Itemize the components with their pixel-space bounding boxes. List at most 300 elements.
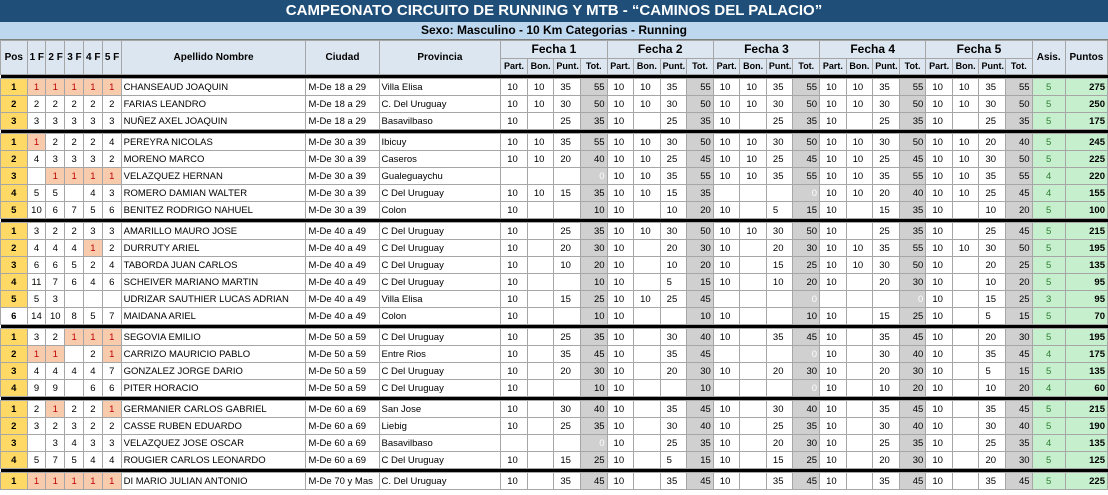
total-cell: 40 (687, 418, 714, 435)
name-cell: CASSE RUBEN EDUARDO (121, 418, 306, 435)
punt-cell (766, 185, 793, 202)
bon-cell (846, 274, 873, 291)
table-header (1, 41, 1108, 75)
header-fecha-5-tot: Tot. (1006, 59, 1033, 75)
part-cell: 10 (820, 134, 847, 151)
part-cell: 10 (820, 202, 847, 219)
fecha-place-cell: 1 (65, 79, 84, 96)
total-cell: 55 (687, 168, 714, 185)
fecha-place-cell: 6 (102, 380, 121, 397)
fecha-place-cell: 3 (27, 113, 46, 130)
total-cell: 50 (793, 223, 820, 240)
position-cell: 2 (1, 346, 28, 363)
province-cell: C Del Uruguay (379, 257, 501, 274)
table-row (1, 202, 1108, 219)
fecha-place-cell: 2 (102, 151, 121, 168)
puntos-cell: 135 (1065, 435, 1107, 452)
bon-cell (740, 113, 767, 130)
fecha-place-cell: 3 (65, 113, 84, 130)
fecha-place-cell: 3 (102, 185, 121, 202)
bon-cell (527, 452, 554, 469)
total-cell: 50 (899, 134, 926, 151)
punt-cell: 30 (554, 96, 581, 113)
part-cell: 10 (501, 96, 528, 113)
position-cell: 2 (1, 240, 28, 257)
total-cell: 30 (793, 240, 820, 257)
name-cell: AMARILLO MAURO JOSE (121, 223, 306, 240)
header-fecha-3-part: Part. (713, 59, 740, 75)
asis-cell: 5 (1032, 134, 1065, 151)
name-cell: PEREYRA NICOLAS (121, 134, 306, 151)
punt-cell: 10 (979, 202, 1006, 219)
punt-cell: 35 (873, 240, 900, 257)
table-row (1, 151, 1108, 168)
position-cell: 3 (1, 363, 28, 380)
part-cell (820, 291, 847, 308)
part-cell: 10 (501, 151, 528, 168)
total-cell: 15 (687, 452, 714, 469)
punt-cell: 20 (873, 452, 900, 469)
position-cell: 4 (1, 274, 28, 291)
punt-cell (766, 308, 793, 325)
punt-cell: 25 (660, 435, 687, 452)
part-cell: 10 (607, 168, 634, 185)
bon-cell (527, 329, 554, 346)
fecha-place-cell: 3 (46, 113, 65, 130)
part-cell: 10 (926, 240, 953, 257)
name-cell: NUÑEZ AXEL JOAQUIN (121, 113, 306, 130)
part-cell (713, 185, 740, 202)
punt-cell: 30 (873, 96, 900, 113)
punt-cell (660, 308, 687, 325)
total-cell: 25 (580, 291, 607, 308)
total-cell: 0 (580, 435, 607, 452)
part-cell: 10 (607, 134, 634, 151)
bon-cell: 10 (740, 134, 767, 151)
table-row (1, 79, 1108, 96)
header-name: Apellido Nombre (121, 41, 306, 75)
part-cell: 10 (926, 134, 953, 151)
bon-cell: 10 (952, 79, 979, 96)
fecha-place-cell: 5 (84, 308, 103, 325)
total-cell: 30 (580, 363, 607, 380)
part-cell: 10 (926, 274, 953, 291)
part-cell: 10 (820, 79, 847, 96)
punt-cell: 25 (979, 223, 1006, 240)
fecha-place-cell: 1 (102, 346, 121, 363)
fecha-place-cell: 1 (102, 329, 121, 346)
punt-cell: 35 (979, 473, 1006, 490)
table-row (1, 168, 1108, 185)
fecha-place-cell: 4 (102, 134, 121, 151)
fecha-place-cell: 3 (102, 113, 121, 130)
punt-cell: 5 (660, 452, 687, 469)
bon-cell (527, 168, 554, 185)
fecha-place-cell (65, 185, 84, 202)
punt-cell: 25 (873, 113, 900, 130)
total-cell: 30 (899, 274, 926, 291)
part-cell: 10 (607, 274, 634, 291)
header-fecha-3-bon: Bon. (740, 59, 767, 75)
punt-cell: 20 (873, 363, 900, 380)
puntos-cell: 190 (1065, 418, 1107, 435)
part-cell: 10 (713, 257, 740, 274)
city-cell: M-De 40 a 49 (306, 240, 379, 257)
part-cell: 10 (926, 452, 953, 469)
asis-cell: 4 (1032, 435, 1065, 452)
bon-cell: 10 (527, 134, 554, 151)
fecha-place-cell: 5 (84, 202, 103, 219)
punt-cell (873, 291, 900, 308)
punt-cell: 35 (554, 346, 581, 363)
name-cell: MAIDANA ARIEL (121, 308, 306, 325)
header-asis: Asis. (1032, 41, 1065, 75)
bon-cell (846, 380, 873, 397)
total-cell: 35 (687, 435, 714, 452)
header-fecha-5-part: Part. (926, 59, 953, 75)
bon-cell (634, 418, 661, 435)
bon-cell: 10 (952, 185, 979, 202)
puntos-cell: 175 (1065, 113, 1107, 130)
punt-cell: 25 (660, 113, 687, 130)
total-cell: 45 (793, 329, 820, 346)
name-cell: PITER HORACIO (121, 380, 306, 397)
bon-cell (952, 291, 979, 308)
position-cell: 1 (1, 223, 28, 240)
punt-cell: 25 (873, 435, 900, 452)
part-cell: 10 (713, 202, 740, 219)
bon-cell (952, 418, 979, 435)
header-fecha-4-punt: Punt. (873, 59, 900, 75)
punt-cell: 5 (979, 308, 1006, 325)
total-cell: 25 (1006, 291, 1033, 308)
total-cell: 25 (899, 308, 926, 325)
bon-cell (740, 452, 767, 469)
total-cell: 45 (1006, 401, 1033, 418)
fecha-place-cell: 2 (46, 329, 65, 346)
table-row (1, 257, 1108, 274)
table-row (1, 418, 1108, 435)
part-cell: 10 (713, 308, 740, 325)
fecha-place-cell: 3 (27, 223, 46, 240)
position-cell: 1 (1, 473, 28, 490)
part-cell: 10 (926, 113, 953, 130)
fecha-place-cell: 3 (27, 418, 46, 435)
fecha-place-cell: 4 (84, 363, 103, 380)
fecha-place-cell: 4 (46, 240, 65, 257)
bon-cell (846, 435, 873, 452)
punt-cell: 30 (979, 151, 1006, 168)
name-cell: BENITEZ RODRIGO NAHUEL (121, 202, 306, 219)
part-cell: 10 (607, 346, 634, 363)
bon-cell (740, 274, 767, 291)
asis-cell: 5 (1032, 418, 1065, 435)
bon-cell (846, 329, 873, 346)
total-cell: 30 (1006, 329, 1033, 346)
table-row (1, 380, 1108, 397)
header-fecha-1-bon: Bon. (527, 59, 554, 75)
fecha-place-cell: 1 (46, 473, 65, 490)
total-cell: 0 (580, 168, 607, 185)
part-cell: 10 (926, 291, 953, 308)
punt-cell: 25 (660, 151, 687, 168)
bon-cell: 10 (846, 151, 873, 168)
fecha-place-cell: 3 (84, 151, 103, 168)
bon-cell (634, 401, 661, 418)
total-cell: 50 (793, 134, 820, 151)
part-cell: 10 (820, 380, 847, 397)
header-fecha-5: Fecha 5 (926, 41, 1032, 59)
header-province: Provincia (379, 41, 501, 75)
bon-cell (952, 435, 979, 452)
fecha-place-cell: 2 (102, 418, 121, 435)
punt-cell (766, 346, 793, 363)
name-cell: MORENO MARCO (121, 151, 306, 168)
bon-cell (952, 113, 979, 130)
total-cell: 55 (1006, 168, 1033, 185)
table-row (1, 329, 1108, 346)
bon-cell: 10 (846, 79, 873, 96)
part-cell: 10 (820, 346, 847, 363)
punt-cell: 35 (979, 401, 1006, 418)
fecha-place-cell: 3 (27, 329, 46, 346)
province-cell: Villa Elisa (379, 291, 501, 308)
header-fecha-4: Fecha 4 (820, 41, 926, 59)
province-cell: Gualeguaychu (379, 168, 501, 185)
asis-cell: 5 (1032, 363, 1065, 380)
punt-cell: 10 (873, 380, 900, 397)
province-cell: Caseros (379, 151, 501, 168)
total-cell: 45 (687, 291, 714, 308)
punt-cell: 5 (979, 363, 1006, 380)
table-row (1, 240, 1108, 257)
part-cell: 10 (607, 291, 634, 308)
header-fecha-1-tot: Tot. (580, 59, 607, 75)
name-cell: UDRIZAR SAUTHIER LUCAS ADRIAN (121, 291, 306, 308)
total-cell: 10 (580, 308, 607, 325)
part-cell: 10 (926, 168, 953, 185)
punt-cell: 25 (766, 151, 793, 168)
bon-cell (740, 418, 767, 435)
punt-cell: 25 (766, 113, 793, 130)
city-cell: M-De 30 a 39 (306, 151, 379, 168)
fecha-place-cell: 2 (84, 257, 103, 274)
bon-cell (527, 202, 554, 219)
city-cell: M-De 40 a 49 (306, 257, 379, 274)
position-cell: 2 (1, 418, 28, 435)
total-cell: 45 (899, 401, 926, 418)
bon-cell: 10 (634, 96, 661, 113)
punt-cell: 10 (660, 202, 687, 219)
punt-cell: 35 (873, 79, 900, 96)
part-cell: 10 (926, 202, 953, 219)
bon-cell: 10 (952, 151, 979, 168)
part-cell: 10 (926, 363, 953, 380)
table-row (1, 308, 1108, 325)
total-cell: 20 (580, 257, 607, 274)
part-cell: 10 (820, 168, 847, 185)
total-cell: 25 (1006, 257, 1033, 274)
part-cell: 10 (501, 223, 528, 240)
asis-cell: 5 (1032, 113, 1065, 130)
punt-cell: 35 (660, 401, 687, 418)
fecha-place-cell: 7 (102, 308, 121, 325)
total-cell: 40 (580, 401, 607, 418)
asis-cell: 5 (1032, 223, 1065, 240)
part-cell: 10 (713, 223, 740, 240)
part-cell: 10 (926, 257, 953, 274)
punt-cell: 25 (873, 223, 900, 240)
punt-cell: 10 (660, 257, 687, 274)
name-cell: GERMANIER CARLOS GABRIEL (121, 401, 306, 418)
bon-cell (952, 329, 979, 346)
total-cell: 0 (793, 380, 820, 397)
bon-cell (634, 452, 661, 469)
fecha-place-cell: 3 (102, 223, 121, 240)
bon-cell: 10 (634, 185, 661, 202)
table-row (1, 113, 1108, 130)
total-cell: 35 (899, 435, 926, 452)
total-cell: 45 (793, 151, 820, 168)
fecha-place-cell: 3 (46, 435, 65, 452)
total-cell: 30 (580, 240, 607, 257)
bon-cell (952, 452, 979, 469)
punt-cell: 35 (554, 473, 581, 490)
punt-cell: 20 (873, 185, 900, 202)
bon-cell (846, 473, 873, 490)
punt-cell: 15 (554, 452, 581, 469)
province-cell: Basavilbaso (379, 113, 501, 130)
position-cell: 3 (1, 113, 28, 130)
fecha-place-cell: 3 (84, 435, 103, 452)
bon-cell (527, 401, 554, 418)
bon-cell: 10 (634, 223, 661, 240)
total-cell: 10 (580, 380, 607, 397)
part-cell: 10 (820, 257, 847, 274)
position-cell: 3 (1, 168, 28, 185)
total-cell: 15 (687, 274, 714, 291)
part-cell: 10 (501, 329, 528, 346)
fecha-place-cell: 4 (84, 452, 103, 469)
bon-cell (846, 291, 873, 308)
position-cell: 4 (1, 452, 28, 469)
fecha-place-cell: 2 (27, 96, 46, 113)
bon-cell (527, 113, 554, 130)
punt-cell: 15 (873, 308, 900, 325)
punt-cell: 25 (979, 435, 1006, 452)
punt-cell: 15 (873, 202, 900, 219)
bon-cell (634, 202, 661, 219)
punt-cell: 30 (979, 240, 1006, 257)
part-cell: 10 (501, 418, 528, 435)
punt-cell: 15 (979, 291, 1006, 308)
province-cell: Ibicuy (379, 134, 501, 151)
total-cell: 20 (687, 202, 714, 219)
fecha-place-cell: 1 (46, 168, 65, 185)
name-cell: SCHEIVER MARIANO MARTIN (121, 274, 306, 291)
bon-cell (952, 257, 979, 274)
fecha-place-cell: 3 (65, 418, 84, 435)
city-cell: M-De 60 a 69 (306, 401, 379, 418)
fecha-place-cell: 3 (46, 291, 65, 308)
bon-cell (527, 240, 554, 257)
name-cell: TABORDA JUAN CARLOS (121, 257, 306, 274)
total-cell: 40 (1006, 134, 1033, 151)
bon-cell (527, 308, 554, 325)
total-cell: 55 (899, 240, 926, 257)
bon-cell: 10 (527, 185, 554, 202)
total-cell: 10 (580, 274, 607, 291)
total-cell: 35 (580, 223, 607, 240)
province-cell: C. Del Uruguay (379, 473, 501, 490)
bon-cell (952, 274, 979, 291)
total-cell: 10 (580, 202, 607, 219)
fecha-place-cell: 6 (27, 257, 46, 274)
fecha-place-cell: 1 (102, 473, 121, 490)
fecha-place-cell: 4 (65, 363, 84, 380)
fecha-place-cell: 1 (102, 79, 121, 96)
name-cell: SEGOVIA EMILIO (121, 329, 306, 346)
position-cell: 3 (1, 257, 28, 274)
punt-cell: 35 (766, 473, 793, 490)
header-f2: 2 F (46, 41, 65, 75)
part-cell: 10 (713, 418, 740, 435)
bon-cell (634, 257, 661, 274)
part-cell: 10 (926, 380, 953, 397)
bon-cell: 10 (846, 96, 873, 113)
part-cell: 10 (713, 113, 740, 130)
name-cell: ROMERO DAMIAN WALTER (121, 185, 306, 202)
fecha-place-cell (27, 168, 46, 185)
header-fecha-3-punt: Punt. (766, 59, 793, 75)
part-cell: 10 (607, 473, 634, 490)
total-cell: 50 (899, 257, 926, 274)
punt-cell: 15 (554, 291, 581, 308)
bon-cell (846, 401, 873, 418)
fecha-place-cell: 10 (27, 202, 46, 219)
total-cell: 25 (793, 452, 820, 469)
table-row (1, 223, 1108, 240)
bon-cell (952, 363, 979, 380)
punt-cell: 30 (660, 96, 687, 113)
part-cell (501, 435, 528, 452)
total-cell: 40 (899, 418, 926, 435)
bon-cell: 10 (952, 168, 979, 185)
fecha-place-cell: 8 (65, 308, 84, 325)
bon-cell (634, 274, 661, 291)
position-cell: 1 (1, 79, 28, 96)
name-cell: ROUGIER CARLOS LEONARDO (121, 452, 306, 469)
part-cell: 10 (713, 151, 740, 168)
asis-cell: 5 (1032, 401, 1065, 418)
fecha-place-cell: 4 (27, 240, 46, 257)
province-cell: C Del Uruguay (379, 223, 501, 240)
part-cell: 10 (501, 363, 528, 380)
asis-cell: 5 (1032, 257, 1065, 274)
bon-cell (740, 240, 767, 257)
fecha-place-cell: 4 (84, 185, 103, 202)
part-cell: 10 (501, 346, 528, 363)
total-cell: 45 (580, 473, 607, 490)
fecha-place-cell: 3 (84, 223, 103, 240)
table-row (1, 363, 1108, 380)
position-cell: 6 (1, 308, 28, 325)
total-cell: 35 (793, 113, 820, 130)
part-cell: 10 (713, 168, 740, 185)
total-cell: 50 (1006, 96, 1033, 113)
name-cell: VELAZQUEZ HERNAN (121, 168, 306, 185)
punt-cell: 35 (766, 168, 793, 185)
